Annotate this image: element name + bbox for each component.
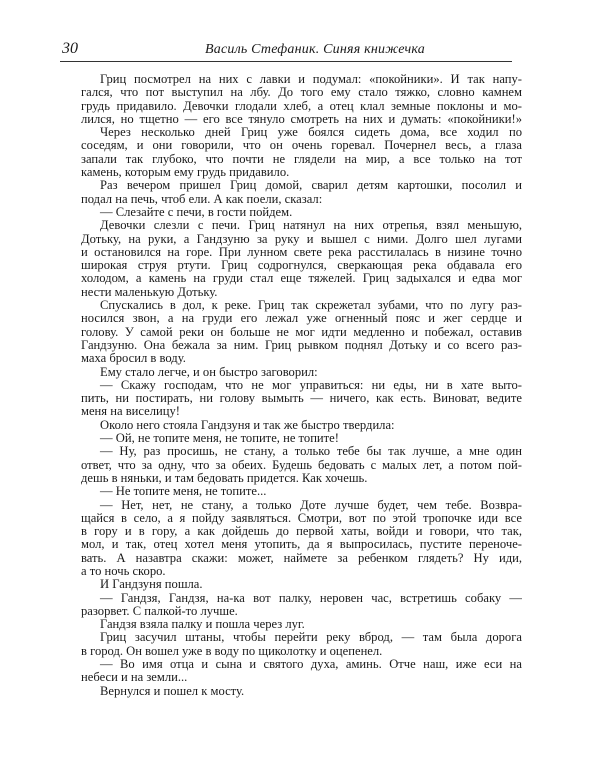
text-line: — Ой, не топите меня, не топите, не топите! <box>100 432 339 446</box>
text-line: широкая струя ртути. Гриц содрогнулся, сверкающая река обдавала его <box>81 259 522 273</box>
text-line: — Ну, раз просишь, не стану, а только тебе бы так лучше, а мне один <box>100 445 522 459</box>
text-line: мол, и так, отец хотел меня утопить, да я выпросилась, пустите переноче- <box>81 538 522 552</box>
text-line: запали так глубоко, что почти не глядели на мир, а все только на тот <box>81 152 522 166</box>
text-line: — Во имя отца и сына и святого духа, аминь. Отче наш, иже еси на <box>100 658 522 672</box>
text-line: Гриц засучил штаны, чтобы перейти реку вброд, — там была дорога <box>100 631 522 645</box>
text-line: носился звон, а на груди его лежал уже огненный пояс и жег сердце и <box>81 312 522 326</box>
text-line: пить, ни постирать, ни голову вымыть — ничего, как есть. Виноват, ведите <box>81 392 522 406</box>
text-line: Гандзя взяла палку и пошла через луг. <box>100 618 305 632</box>
text-line: а то ночь скоро. <box>81 564 166 578</box>
text-line: соседям, и они говорили, что он очень горевал. Почернел весь, а глаза <box>81 139 522 153</box>
text-line: вать. А назавтра скажи: может, наймете за ребенком глядеть? Ну иди, <box>81 551 522 565</box>
text-line: — Слезайте с печи, в гости пойдем. <box>100 205 293 219</box>
text-line: Дотьку, на руки, а Гандзуню за руку и вышел с ними. Долго шел лугами <box>81 232 522 246</box>
text-line: меня на виселицу! <box>81 405 180 419</box>
header-divider <box>60 61 512 62</box>
text-line: И Гандзуня пошла. <box>100 578 203 592</box>
text-line: Через несколько дней Гриц уже боялся сидеть дома, все ходил по <box>100 126 522 140</box>
text-line: гался, что пот выступил на лбу. До того ему стало тяжко, словно камнем <box>81 86 522 100</box>
text-line: маха бросил в воду. <box>81 352 186 366</box>
text-line: лился, но тщетно — его все тянуло смотреть на них и думать: «покойники!» <box>81 112 522 126</box>
text-line: холодом, а камень на груди стал еще тяжелей. Гриц задыхался и едва мог <box>81 272 522 286</box>
text-line: разорвет. С палкой-то лучше. <box>81 604 238 618</box>
text-line: подал на печь, чтоб ели. А как поели, сказал: <box>81 192 323 206</box>
page-number: 30 <box>62 40 78 57</box>
text-line: — Не топите меня, не топите... <box>100 485 267 499</box>
text-line: Гриц посмотрел на них с лавки и подумал: «покойники». И так напу- <box>100 73 522 86</box>
text-line: небеси и на земли... <box>81 671 188 685</box>
text-line: грудь придавило. Девочки глодали хлеб, а отец клал земные поклоны и мо- <box>81 99 522 113</box>
text-line: нести маленькую Дотьку. <box>81 285 218 299</box>
text-line: Раз вечером пришел Гриц домой, сварил детям картошки, посолил и <box>100 179 522 193</box>
text-line: Около него стояла Гандзуня и так же быстро твердила: <box>100 418 395 432</box>
text-line: в город. Он вошел уже в воду по щиколотку и оцепенел. <box>81 644 383 658</box>
body-text <box>81 73 522 698</box>
text-line: ответ, что за одну, что за обеих. Будешь бедовать с малых лет, а потом пой- <box>81 458 522 472</box>
text-line: Девочки слезли с печи. Гриц натянул на них отрепья, взял меньшую, <box>100 219 522 233</box>
text-line: голову. У самой реки он больше не мог идти медленно и побежал, оставив <box>81 325 522 339</box>
text-line: Гандзуню. Она бежала за ним. Гриц рывком поднял Дотьку и со всего раз- <box>81 338 522 352</box>
text-line: дешь в няньки, и там бедовать придется. Как хочешь. <box>81 471 368 485</box>
text-line: и остановился на горе. При лунном свете река расстилалась в низине точно <box>81 245 522 259</box>
text-line: — Гандзя, Гандзя, на-ка вот палку, неровен час, встретишь собаку — <box>100 591 522 605</box>
text-line: Ему стало легче, и он быстро заговорил: <box>100 365 318 379</box>
text-line: щайся в село, а я пойду заявляться. Смотри, вот по этой тропочке иди все <box>81 511 522 525</box>
text-line: — Скажу господам, что не мог управиться: ни еды, ни в хате выто- <box>100 378 522 392</box>
text-line: в гору и в гору, а как дойдешь до первой хаты, войди и говори, что так, <box>81 525 522 539</box>
text-line: — Нет, нет, не стану, а только Доте лучше будет, чем тебе. Возвра- <box>100 498 522 512</box>
text-line: камень, которым ему грудь придавило. <box>81 166 290 180</box>
text-line: Вернулся и пошел к мосту. <box>100 684 245 698</box>
running-title: Василь Стефаник. Синяя книжечка <box>205 42 425 57</box>
text-line: Спускались в дол, к реке. Гриц так скрежетал зубами, что по лугу раз- <box>100 299 522 313</box>
